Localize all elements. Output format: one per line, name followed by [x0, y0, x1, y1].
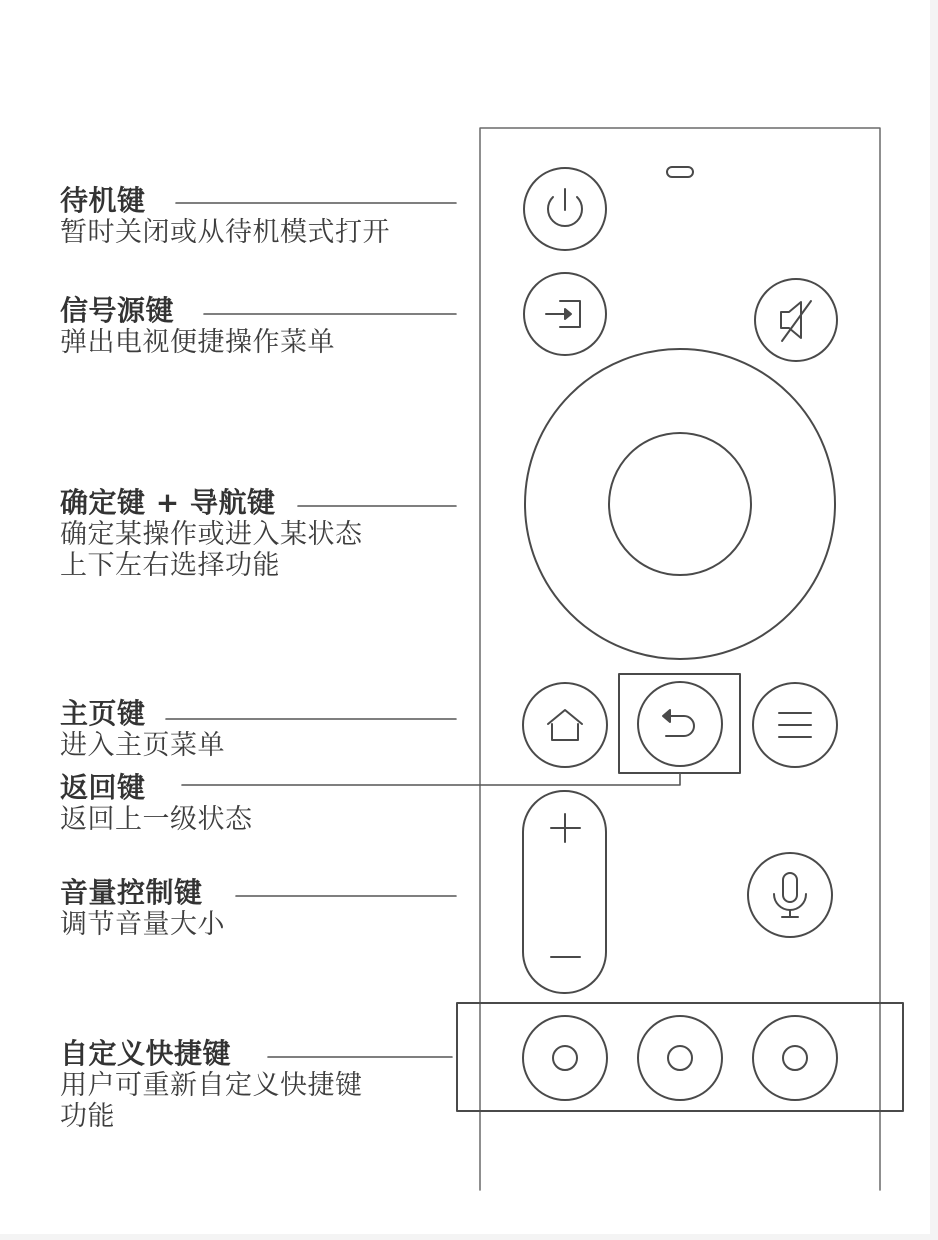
- home-label-title: 主页键: [60, 697, 146, 730]
- custom-label: [60, 1038, 363, 1132]
- custom-label-desc2: 功能: [60, 1101, 115, 1133]
- back-label-desc: 返回上一级状态: [60, 804, 253, 836]
- home-icon: [548, 710, 582, 740]
- power-label: [60, 185, 390, 248]
- page-edge-right: [930, 0, 938, 1240]
- voice-button[interactable]: [748, 853, 832, 937]
- home-label-desc: 进入主页菜单: [60, 730, 225, 762]
- power-button[interactable]: [524, 168, 606, 250]
- ok-button[interactable]: [609, 433, 751, 575]
- circle-icon: [783, 1046, 807, 1070]
- indicator-light: [667, 167, 693, 177]
- custom-key-3[interactable]: [753, 1016, 837, 1100]
- nav-label-title: 确定键 + 导航键: [60, 486, 276, 519]
- back-label: [60, 772, 253, 835]
- plus-icon[interactable]: [551, 814, 580, 842]
- mute-button[interactable]: [755, 279, 837, 361]
- navigation-ring[interactable]: [525, 349, 835, 659]
- mute-icon: [781, 301, 811, 341]
- menu-button[interactable]: [753, 683, 837, 767]
- custom-label-desc: 用户可重新自定义快捷键: [60, 1070, 363, 1102]
- circle-icon: [668, 1046, 692, 1070]
- custom-label-title: 自定义快捷键: [60, 1037, 232, 1070]
- custom-key-2[interactable]: [638, 1016, 722, 1100]
- volume-label-title: 音量控制键: [60, 876, 203, 909]
- home-button[interactable]: [523, 683, 607, 767]
- home-label: [60, 698, 225, 761]
- input-source-icon: [546, 301, 580, 327]
- microphone-icon: [774, 873, 806, 917]
- volume-label-desc: 调节音量大小: [60, 909, 225, 941]
- source-label-title: 信号源键: [60, 294, 175, 327]
- power-label-desc: 暂时关闭或从待机模式打开: [60, 217, 390, 249]
- back-label-title: 返回键: [60, 771, 146, 804]
- source-label-desc: 弹出电视便捷操作菜单: [60, 327, 335, 359]
- power-label-title: 待机键: [60, 184, 146, 217]
- nav-label-desc: 确定某操作或进入某状态: [60, 519, 363, 551]
- back-button[interactable]: [638, 682, 722, 766]
- back-icon: [663, 710, 694, 736]
- source-label: [60, 295, 335, 358]
- nav-label-desc2: 上下左右选择功能: [60, 550, 280, 582]
- circle-icon: [553, 1046, 577, 1070]
- volume-label: [60, 877, 225, 940]
- source-button[interactable]: [524, 273, 606, 355]
- power-icon: [548, 189, 582, 226]
- leader-line-back: [182, 773, 680, 785]
- custom-key-1[interactable]: [523, 1016, 607, 1100]
- menu-icon: [779, 713, 811, 737]
- page-edge-bottom: [0, 1234, 938, 1240]
- nav-label: [60, 487, 363, 581]
